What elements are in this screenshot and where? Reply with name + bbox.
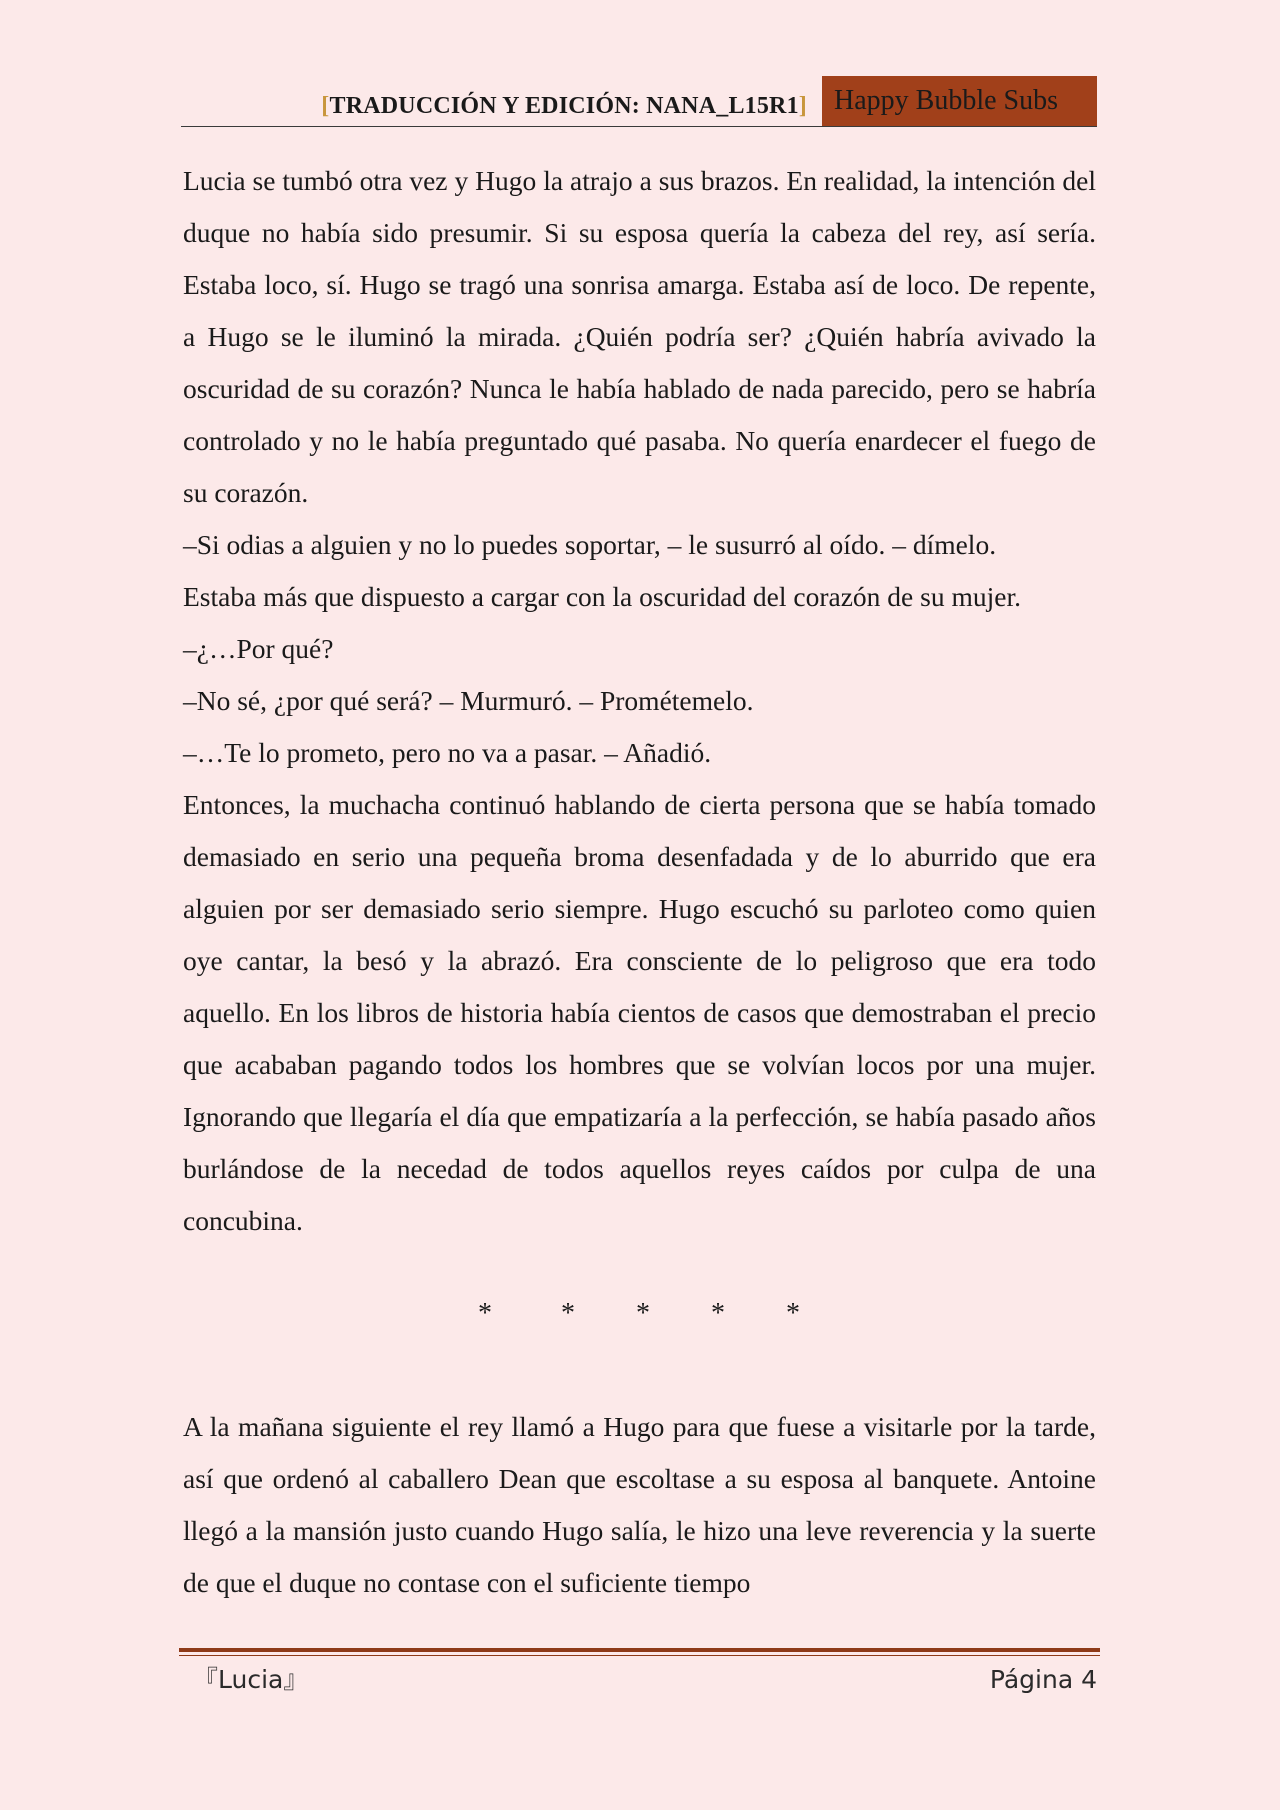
paragraph: –¿…Por qué?: [183, 633, 334, 664]
paragraph: –Si odias a alguien y no lo puedes soportar, – le susurró al oído. – dímelo.: [183, 529, 997, 560]
paragraph: Estaba más que dispuesto a cargar con la oscuridad del corazón de su mujer.: [183, 581, 1021, 612]
header-title: [321, 93, 807, 120]
body-text-continued: [183, 1401, 1096, 1609]
separator-star: *: [711, 1298, 725, 1329]
header-title-text: TRADUCCIÓN Y EDICIÓN: NANA_L15R1: [329, 93, 799, 119]
paragraph: –…Te lo prometo, pero no va a pasar. – Añadió.: [183, 737, 712, 768]
header-bracket-open: [: [321, 93, 330, 119]
header-badge: Happy Bubble Subs: [822, 76, 1097, 126]
paragraph: A la mañana siguiente el rey llamó a Hugo para que fuese a visitarle por la tarde, así que ordenó al caballero Dean que escoltase a su esposa al banquete. Antoine llegó a la mansión justo cuando Hugo salía, le hizo una leve reverencia y la suerte de que el duque no contase con el suficiente tiempo: [183, 1411, 1096, 1598]
paragraph: Entonces, la muchacha continuó hablando de cierta persona que se había tomado demasiado en serio una pequeña broma desenfadada y de lo aburrido que era alguien por ser demasiado serio siempre. Hugo escuchó su parloteo como quien oye cantar, la besó y la abrazó. Era consciente de lo peligroso que era todo aquello. En los libros de historia había cientos de casos que demostraban el precio que acababan pagando todos los hombres que se volvían locos por una mujer. Ignorando que llegaría el día que empatizaría a la perfección, se había pasado años burlándose de la necedad de todos aquellos reyes caídos por culpa de una concubina.: [183, 789, 1096, 1236]
body-text: [183, 155, 1096, 1247]
page-header: [181, 76, 1097, 127]
footer-book-title: 『Lucia』: [193, 1665, 309, 1694]
footer-rule-thin: [179, 1655, 1100, 1656]
separator-star: *: [786, 1298, 800, 1329]
footer-rule: [179, 1648, 1100, 1652]
header-bracket-close: ]: [798, 93, 807, 119]
scene-separator: [183, 1298, 1096, 1338]
footer-page-number: Página 4: [989, 1665, 1097, 1694]
separator-star: *: [478, 1298, 492, 1329]
paragraph: –No sé, ¿por qué será? – Murmuró. – Prométemelo.: [183, 685, 754, 716]
paragraph: Lucia se tumbó otra vez y Hugo la atrajo a sus brazos. En realidad, la intención del duque no había sido presumir. Si su esposa quería la cabeza del rey, así sería. Estaba loco, sí. Hugo se tragó una sonrisa amarga. Estaba así de loco. De repente, a Hugo se le iluminó la mirada. ¿Quién podría ser? ¿Quién habría avivado la oscuridad de su corazón? Nunca le había hablado de nada parecido, pero se habría controlado y no le había preguntado qué pasaba. No quería enardecer el fuego de su corazón.: [183, 165, 1096, 508]
separator-star: *: [636, 1298, 650, 1329]
separator-star: *: [561, 1298, 575, 1329]
